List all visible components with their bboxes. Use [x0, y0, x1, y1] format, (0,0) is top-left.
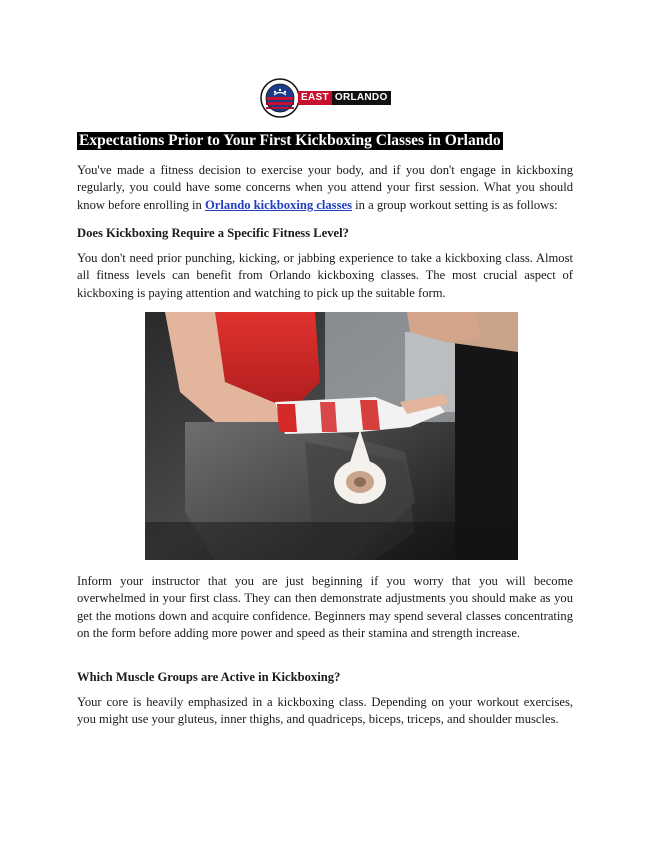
kickboxing-photo	[145, 312, 518, 560]
boxer-hand-wrapping-photo	[145, 312, 518, 560]
page-title: Expectations Prior to Your First Kickboxing Classes in Orlando	[79, 132, 501, 149]
after-photo-paragraph: Inform your instructor that you are just beginning if you worry that you will become overwhelmed in your first class. They can then demonstrate adjustments you should make as you get the motions down and acquire confidence. Beginners may spend several classes concentrating on the form before adding more power and speed as their stamina and strength increase.	[77, 574, 573, 641]
section1-heading: Does Kickboxing Require a Specific Fitness Level?	[77, 226, 349, 240]
brand-city: ORLANDO	[332, 91, 391, 105]
orlando-kickboxing-link[interactable]: Orlando kickboxing classes	[205, 197, 352, 212]
section2-heading: Which Muscle Groups are Active in Kickboxing?	[77, 670, 341, 684]
boxing-seal-icon	[260, 78, 300, 118]
intro-paragraph	[77, 162, 573, 214]
brand-east: EAST	[298, 91, 332, 105]
east-orlando-logo[interactable]	[258, 78, 390, 118]
section1-body: You don't need prior punching, kicking, or jabbing experience to take a kickboxing class. Almost all fitness levels can benefit from Orlando kickboxing classes. The most crucial aspect of kickboxing is paying attention and watching to pick up the suitable form.	[77, 251, 573, 300]
brand-wordmark	[298, 91, 388, 105]
section2-body: Your core is heavily emphasized in a kickboxing class. Depending on your workout exercises, you might use your gluteus, inner thighs, and quadriceps, biceps, triceps, and shoulder muscles.	[77, 695, 573, 727]
intro-text-after: in a group workout setting is as follows:	[351, 197, 558, 212]
intro-text-before: You've made a fitness decision to exercise your body, and if you don't engage in kickboxing regularly, you could have some concerns when you attend your first session. What you should know before enrolling in	[77, 163, 573, 212]
